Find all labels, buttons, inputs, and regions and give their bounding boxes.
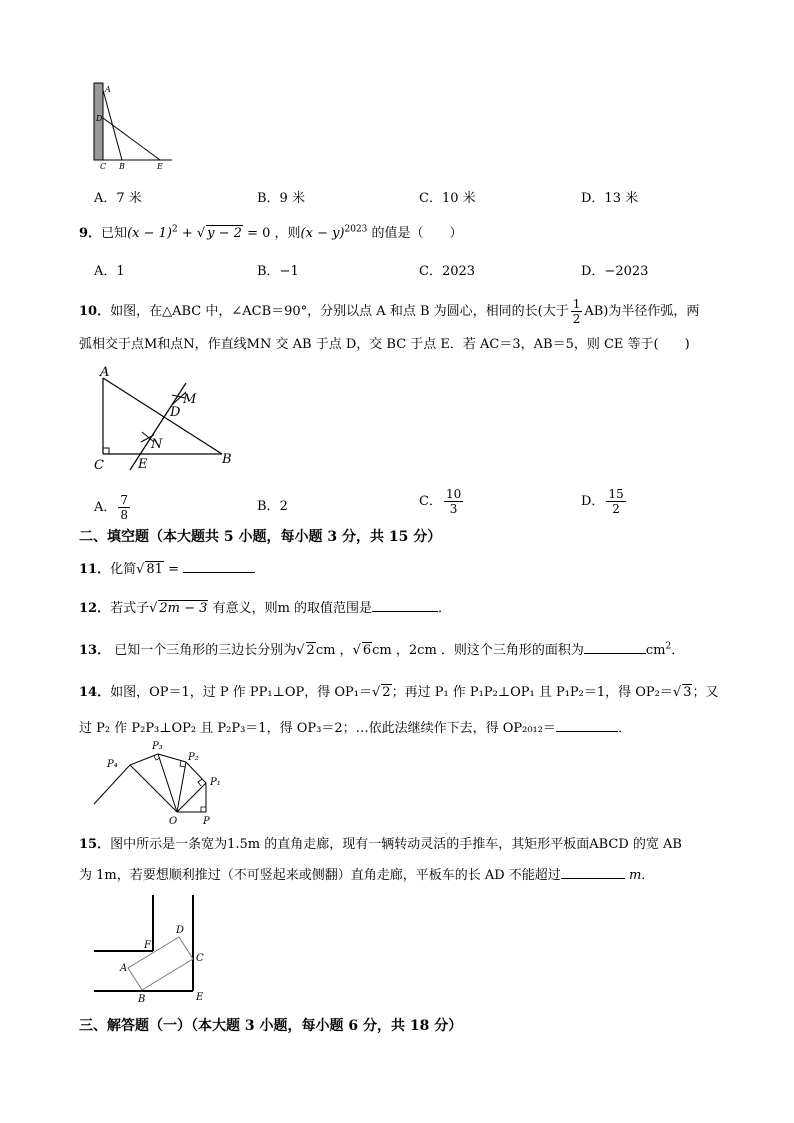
- label-C: C: [196, 953, 204, 964]
- q12-text2: 有意义，则m 的取值范围是: [208, 601, 373, 616]
- q13-answer-blank[interactable]: [584, 653, 646, 654]
- label-C: C: [94, 458, 104, 473]
- label-C: C: [100, 162, 107, 171]
- q10-line1: [79, 297, 699, 326]
- sqrt-icon: √: [149, 601, 158, 616]
- q14-line1-a: 如图，OP＝1，过 P 作 PP₁⊥OP，得 OP₁＝: [110, 685, 372, 700]
- label-E: E: [157, 162, 163, 171]
- q12-number: 12．: [79, 601, 111, 616]
- q9-text-suffix: 的值是（ ）: [367, 226, 463, 241]
- q14-line2: [79, 717, 631, 736]
- q13-radicand-1: 2: [306, 643, 315, 658]
- q13-unit-exp: 2: [665, 641, 672, 652]
- q10-option-a-den: 8: [120, 508, 129, 522]
- label-E: E: [138, 457, 148, 472]
- q9-radicand: y − 2: [207, 226, 242, 241]
- q13-end: ．: [671, 643, 685, 658]
- q10-option-d-letter: D．: [581, 494, 605, 509]
- q9-stem: [79, 222, 463, 241]
- q11-eq: =: [163, 562, 184, 577]
- q10-option-a-letter: A．: [94, 500, 117, 515]
- q9-option-d: D．−2023: [581, 264, 649, 279]
- q9-option-c: C．2023: [419, 264, 476, 279]
- q13-stem: [79, 639, 684, 658]
- section-2-heading: 二、填空题（本大题共 5 小题，每小题 3 分，共 15 分）: [79, 529, 442, 545]
- label-E: E: [196, 992, 204, 1003]
- q9-option-a: A．1: [94, 264, 125, 279]
- q11-stem: [79, 558, 255, 577]
- q10-option-c: [419, 487, 465, 516]
- q14-end: ．: [617, 721, 631, 736]
- q9-plus: +: [177, 226, 197, 241]
- q10-frac-num: 1: [572, 297, 581, 311]
- q15-end: ．: [641, 868, 655, 883]
- label-B: B: [138, 994, 146, 1005]
- q8-option-c: C．10 米: [419, 191, 476, 206]
- label-O: O: [169, 816, 178, 827]
- q9-eq: = 0 ，则: [242, 226, 301, 241]
- section-3-heading: 三、解答题（一）（本大题 3 小题，每小题 6 分，共 18 分）: [79, 1018, 463, 1034]
- q10-line1-a: 如图，在△ABC 中，∠ACB＝90°，分别以点 A 和点 B 为圆心，相同的长(大于: [110, 304, 569, 319]
- q10-option-c-num: 10: [445, 487, 462, 501]
- q14-line1: [79, 681, 719, 700]
- q14-line2-text: 过 P₂ 作 P₂P₃⊥OP₂ 且 P₂P₃＝1，得 OP₃＝2；…依此法继续作下去，得 OP₂₀₁₂＝: [79, 721, 556, 736]
- q10-option-c-letter: C．: [419, 494, 442, 509]
- sqrt-icon: √: [296, 643, 305, 658]
- label-P2: P₂: [188, 752, 199, 763]
- q9-exp1: 2: [171, 224, 178, 235]
- label-F: F: [144, 940, 151, 951]
- q9-option-b: B．−1: [257, 264, 299, 279]
- q10-figure: [90, 362, 250, 472]
- q15-answer-blank[interactable]: [561, 878, 625, 879]
- q15-line2-text: 为 1m，若要想顺利推过（不可竖起来或侧翻）直角走廊，平板车的长 AD 不能超过: [79, 868, 561, 883]
- sqrt-icon: √: [352, 643, 361, 658]
- q14-line1-c: ；又: [692, 685, 719, 700]
- label-A: A: [100, 365, 110, 380]
- q10-option-d-den: 2: [612, 502, 620, 516]
- q10-option-b-letter: B．: [257, 499, 280, 514]
- q14-radicand-2: 3: [683, 685, 692, 700]
- q13-radicand-2: 6: [362, 643, 372, 658]
- q10-option-c-den: 3: [449, 502, 458, 516]
- q10-option-b: [257, 495, 288, 514]
- q10-option-a-num: 7: [120, 493, 129, 507]
- q14-answer-blank[interactable]: [556, 731, 618, 732]
- q15-number: 15．: [79, 837, 111, 852]
- q10-fraction: [571, 297, 583, 326]
- q8-figure: [88, 80, 178, 170]
- q12-radicand: 2m − 3: [159, 601, 208, 616]
- q10-line1-b: AB)为半径作弧，两: [584, 304, 700, 319]
- q14-figure: [88, 740, 228, 825]
- q14-number: 14．: [79, 685, 111, 700]
- label-M: M: [183, 392, 197, 407]
- q15-unit: m: [624, 868, 642, 883]
- q10-option-c-fraction: [444, 487, 463, 516]
- q13-unit: cm: [645, 643, 666, 658]
- q15-line1: [79, 833, 682, 852]
- q12-answer-blank[interactable]: [372, 611, 438, 612]
- label-A: A: [105, 85, 111, 94]
- q12-end: ．: [438, 601, 452, 616]
- label-A: A: [120, 963, 128, 974]
- sqrt-icon: √: [372, 685, 381, 700]
- label-P4: P₄: [107, 759, 118, 770]
- q15-figure: [92, 893, 212, 1008]
- q13-unit-1: cm ，: [315, 643, 353, 658]
- label-D: D: [176, 925, 185, 936]
- q10-frac-den: 2: [572, 312, 581, 326]
- q14-radicand-1: 2: [382, 685, 391, 700]
- label-D: D: [96, 114, 103, 123]
- q10-option-d: [581, 487, 628, 516]
- q8-option-b: B．9 米: [257, 191, 305, 206]
- q9-exp2: 2023: [344, 224, 368, 235]
- label-B: B: [222, 452, 232, 467]
- q15-line1-text: 图中所示是一条宽为1.5m 的直角走廊，现有一辆转动灵活的手推车，其矩形平板面ABCD 的宽 AB: [110, 837, 682, 852]
- q10-option-d-fraction: [606, 487, 625, 516]
- q13-unit-2: cm ，: [372, 643, 409, 658]
- label-B: B: [119, 162, 125, 171]
- q13-text: 已知一个三角形的三边长分别为: [110, 643, 297, 658]
- q14-line1-b: ；再过 P₁ 作 P₁P₂⊥OP₁ 且 P₁P₂＝1，得 OP₂＝: [391, 685, 673, 700]
- label-D: D: [170, 405, 181, 420]
- sqrt-icon: √: [136, 562, 145, 577]
- q8-option-a: A．7 米: [94, 191, 142, 206]
- label-P3: P₃: [152, 741, 163, 752]
- q12-text: 若式子: [110, 601, 150, 616]
- q11-text: 化简: [110, 562, 137, 577]
- q8-option-d: D．13 米: [581, 191, 639, 206]
- q15-line2: [79, 864, 654, 883]
- q11-radicand: 81: [146, 562, 163, 577]
- label-P1: P₁: [210, 777, 221, 788]
- q11-number: 11．: [79, 562, 111, 577]
- q13-side-3: 2cm ．则这个三角形的面积为: [408, 643, 584, 658]
- q10-line2: 弧相交于点M和点N，作直线MN 交 AB 于点 D，交 BC 于点 E．若 AC＝3，AB＝5，则 CE 等于( ): [79, 337, 690, 352]
- q10-option-d-num: 15: [608, 487, 624, 501]
- q9-text-prefix: 已知: [101, 226, 128, 241]
- q13-number: 13．: [79, 643, 111, 658]
- q10-number: 10．: [79, 304, 111, 319]
- q9-expr1: (x − 1): [127, 226, 172, 241]
- q9-number: 9．: [79, 226, 102, 241]
- q12-stem: [79, 597, 451, 616]
- q10-option-a-fraction: [118, 493, 130, 522]
- q9-expr2: (x − y): [300, 226, 345, 241]
- sqrt-icon: √: [196, 226, 206, 241]
- label-P: P: [203, 816, 210, 827]
- sqrt-icon: √: [672, 685, 682, 700]
- q10-option-b-value: 2: [279, 499, 288, 514]
- label-N: N: [151, 437, 163, 452]
- q10-option-a: [94, 493, 132, 522]
- q11-answer-blank[interactable]: [183, 572, 255, 573]
